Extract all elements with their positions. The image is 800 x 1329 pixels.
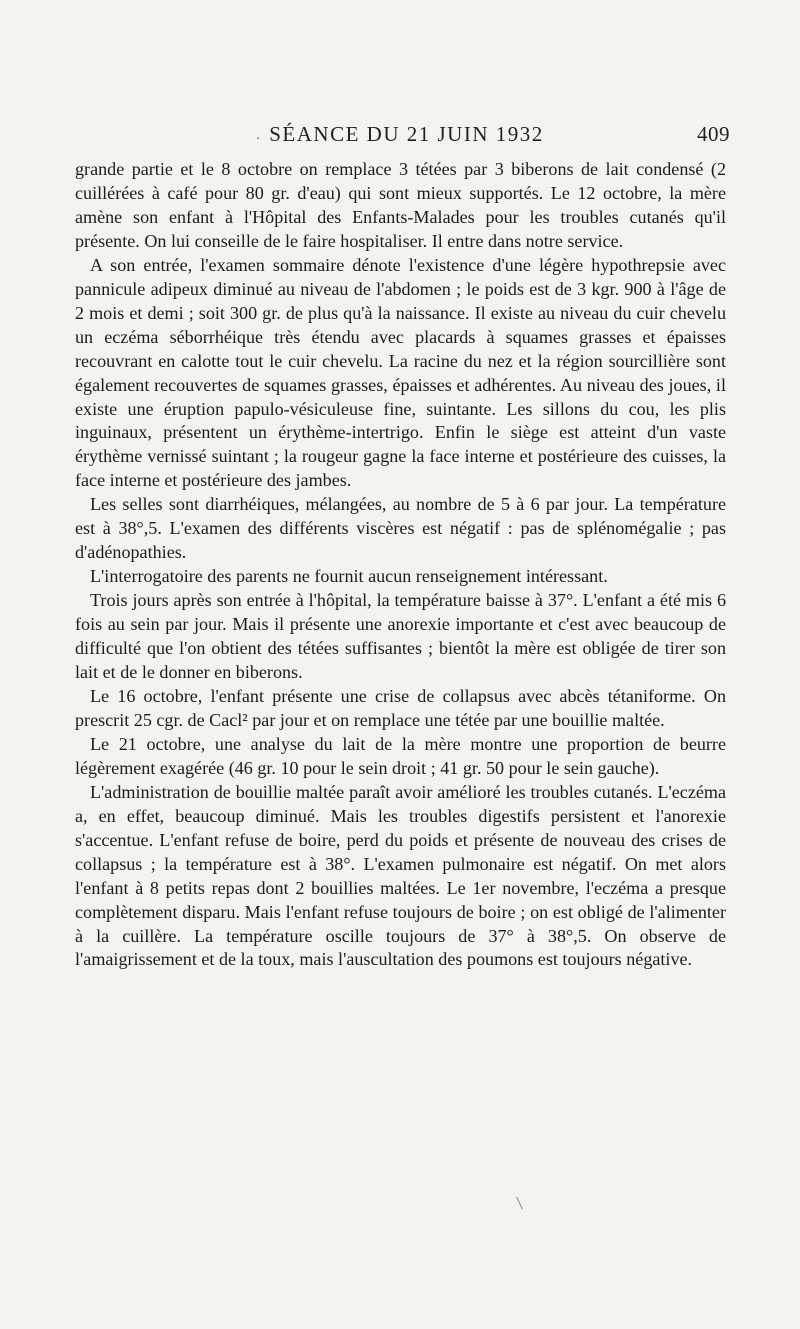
running-title-text: SÉANCE DU 21 JUIN 1932	[269, 122, 544, 146]
header-dot: .	[256, 128, 262, 144]
paragraph: Le 16 octobre, l'enfant présente une crise de collapsus avec abcès tétaniforme. On prescrit 25 cgr. de Cacl² par jour et on remplace une tétée par une bouillie maltée.	[75, 685, 726, 730]
running-head	[75, 122, 730, 152]
paragraph: Les selles sont diarrhéiques, mélangées, au nombre de 5 à 6 par jour. La température est à 38°,5. L'examen des différents viscères est négatif : pas de splénomégalie ; pas d'adénopathies.	[75, 494, 726, 563]
paragraph: Trois jours après son entrée à l'hôpital, la température baisse à 37°. L'enfant a été mis 6 fois au sein par jour. Mais il présente une anorexie importante et c'est avec beaucoup de difficulté que l'on obtient des tétées suffisantes ; bientôt la mère est obligée de tirer son lait et de le donner en biberons.	[75, 590, 726, 683]
body-text	[75, 158, 726, 972]
paragraph: L'interrogatoire des parents ne fournit aucun renseignement intéressant.	[90, 566, 608, 587]
running-title	[75, 122, 725, 147]
stray-pen-mark	[516, 1196, 523, 1209]
paragraph: Le 21 octobre, une analyse du lait de la mère montre une proportion de beurre légèrement exagérée (46 gr. 10 pour le sein droit ; 41 gr. 50 pour le sein gauche).	[75, 733, 726, 778]
paragraph: A son entrée, l'examen sommaire dénote l'existence d'une légère hypothrepsie avec pannicule adipeux diminué au niveau de l'abdomen ; le poids est de 3 kgr. 900 à l'âge de 2 mois et demi ; soit 300 gr. de plus qu'à la naissance. Il existe au niveau du cuir chevelu un eczéma séborrhéique très étendu avec placards à squames grasses et épaisses recouvrant en calotte tout le cuir chevelu. La racine du nez et la région sourcillière sont également recouvertes de squames grasses, épaisses et adhérentes. Au niveau des joues, il existe une éruption papulo-vésiculeuse fine, suintante. Les sillons du cou, les plis inguinaux, présentent un érythème-intertrigo. Enfin le siège est atteint d'un vaste érythème vernissé suintant ; la rougeur gagne la face interne et postérieure des cuisses, la face interne et postérieure des jambes.	[75, 254, 726, 491]
paragraph: grande partie et le 8 octobre on remplace 3 tétées par 3 biberons de lait condensé (2 cuillérées à café pour 80 gr. d'eau) qui sont mieux supportés. Le 12 octobre, la mère amène son enfant à l'Hôpital des Enfants-Malades pour les troubles cutanés qu'il présente. On lui conseille de le faire hospitaliser. Il entre dans notre service.	[75, 159, 726, 251]
paragraph: L'administration de bouillie maltée paraît avoir amélioré les troubles cutanés. L'eczéma a, en effet, beaucoup diminué. Mais les troubles digestifs persistent et l'anorexie s'accentue. L'enfant refuse de boire, perd du poids et présente de nouveau des crises de collapsus ; la température est à 38°. L'examen pulmonaire est négatif. On met alors l'enfant à 8 petits repas dont 2 bouillies maltées. Le 1er novembre, l'eczéma a presque complètement disparu. Mais l'enfant refuse toujours de boire ; on est obligé de l'alimenter à la cuillère. La température oscille toujours de 37° à 38°,5. On observe de l'amaigrissement et de la toux, mais l'auscultation des poumons est toujours négative.	[75, 781, 726, 970]
page-number: 409	[697, 122, 730, 146]
